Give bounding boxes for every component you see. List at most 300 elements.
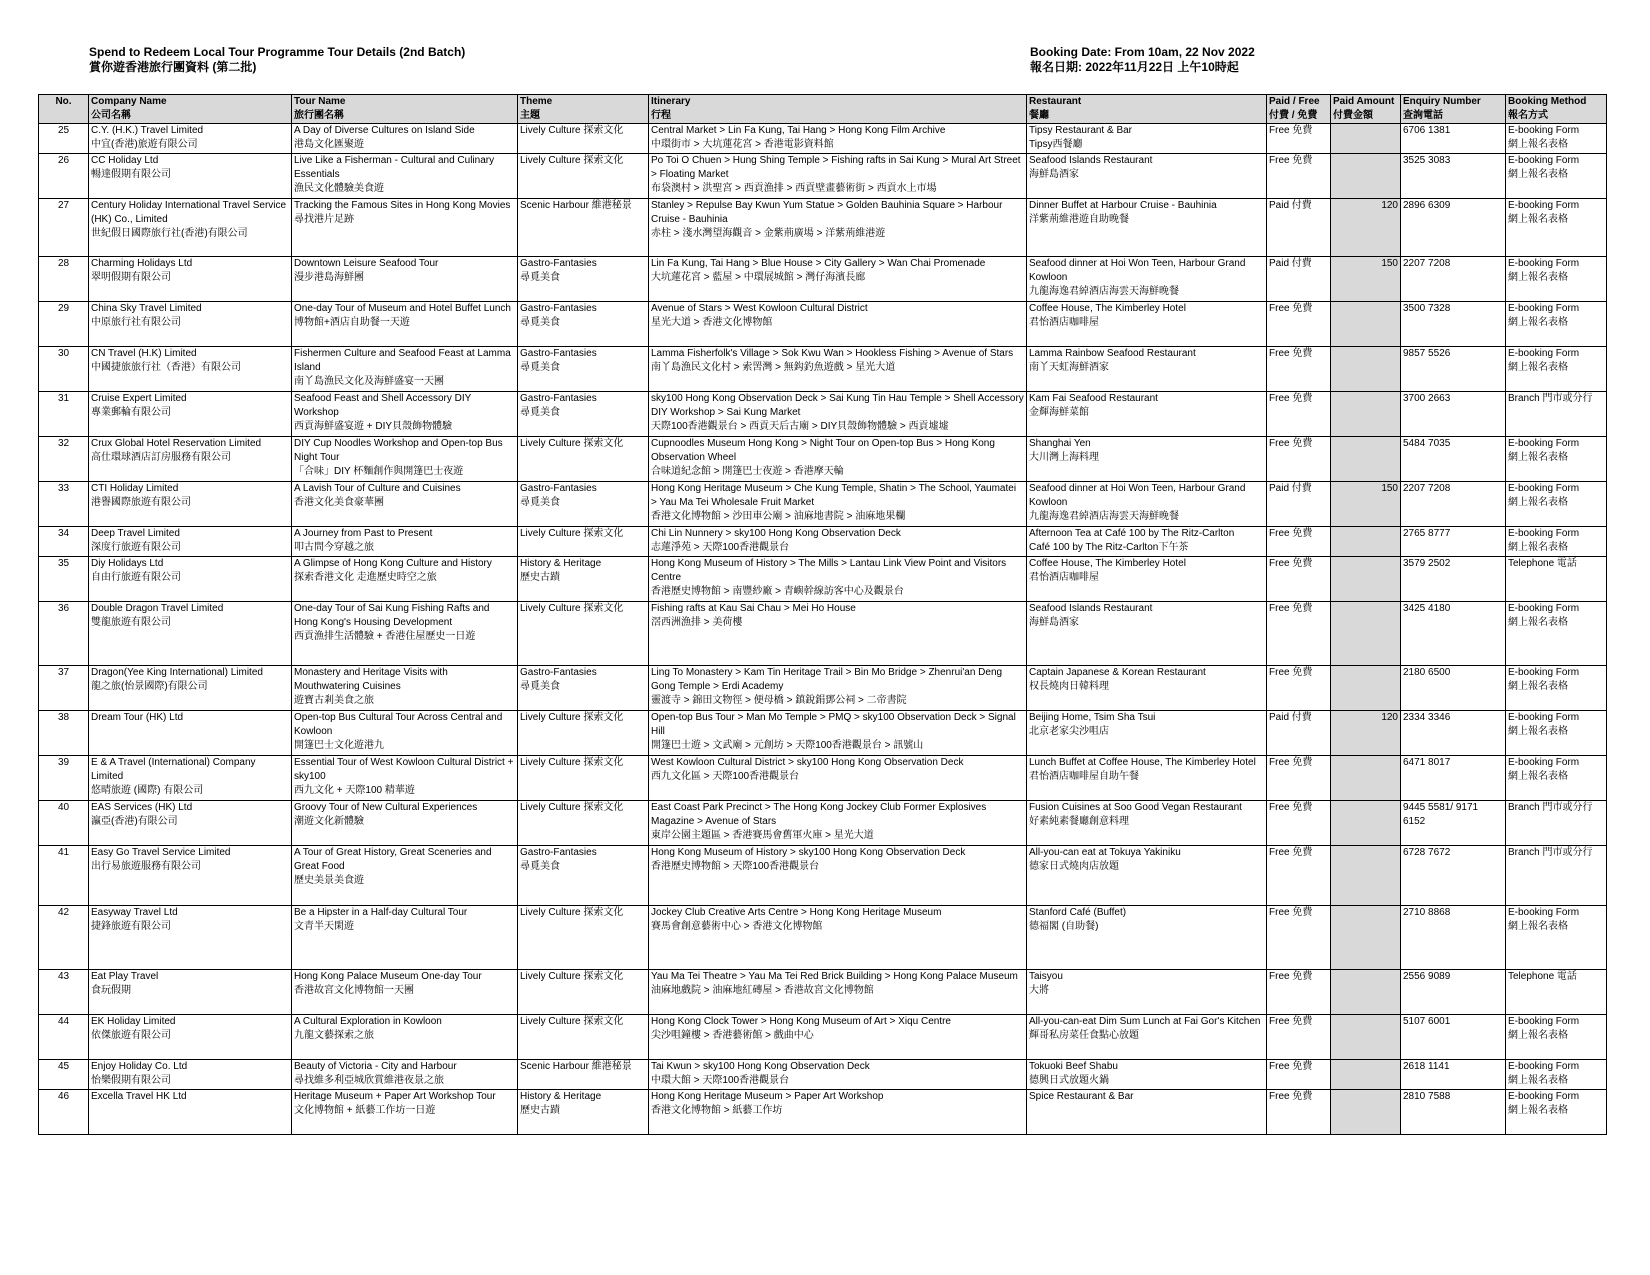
booking-method-line: Branch 門市或分行 [1508,393,1593,404]
itinerary-line: Avenue of Stars > West Kowloon Cultural District [651,303,868,314]
cell-tour [292,970,518,1015]
cell-paid-amount [1331,1015,1401,1060]
cell-paid-amount [1331,602,1401,666]
cell-tour [292,602,518,666]
booking-method-line: 網上報名表格 [1508,452,1568,463]
cell-booking-method [1506,801,1607,846]
tour-line: A Day of Diverse Cultures on Island Side [294,125,475,136]
cell-enquiry-number: 2765 8777 [1401,527,1506,557]
restaurant-line: 南丫天虹海鮮酒家 [1029,362,1109,373]
booking-method-line: E-booking Form [1508,258,1580,269]
tour-line: 探索香港文化 走進歷史時空之旅 [294,572,437,583]
company-line: 瀛亞(香港)有限公司 [91,816,178,827]
cell-paid-amount [1331,302,1401,347]
restaurant-line: Seafood dinner at Hoi Won Teen, Harbour Grand Kowloon [1029,258,1246,283]
cell-company [89,482,292,527]
cell-enquiry-number: 6706 1381 [1401,124,1506,154]
tour-line: A Lavish Tour of Culture and Cuisines [294,483,461,494]
company-line: 怡樂假期有限公司 [91,1075,171,1086]
col-header-paid-free: Paid / Free 付費 / 免費 [1267,95,1331,124]
theme-line: History & Heritage [520,558,602,569]
tour-line: DIY Cup Noodles Workshop and Open-top Bus Night Tour [294,438,503,463]
booking-method-line: 網上報名表格 [1508,921,1568,932]
cell-booking-method [1506,154,1607,199]
col-header-booking-method: Booking Method 報名方式 [1506,95,1607,124]
restaurant-line: Shanghai Yen [1029,438,1091,449]
cell-company [89,557,292,602]
itinerary-line: Yau Ma Tei Theatre > Yau Ma Tei Red Brick Building > Hong Kong Palace Museum [651,971,1018,982]
cell-paid-free: Free 免費 [1267,437,1331,482]
company-line: China Sky Travel Limited [91,303,202,314]
booking-method-line: E-booking Form [1508,438,1580,449]
table-row [39,257,1607,302]
booking-date-english: Booking Date: From 10am, 22 Nov 2022 [1030,45,1255,59]
itinerary-line: 東岸公園主題區 > 香港賽馬會舊軍火庫 > 星光大道 [651,830,874,841]
row-number: 46 [39,1090,89,1135]
tour-line: 西貢海鮮盛宴遊 + DIY貝殼飾物體驗 [294,421,453,432]
booking-method-line: 網上報名表格 [1508,617,1568,628]
theme-line: 尋覓美食 [520,681,560,692]
cell-restaurant [1027,906,1267,970]
company-line: 中國捷旅旅行社（香港）有限公司 [91,362,241,373]
row-number: 32 [39,437,89,482]
row-number: 25 [39,124,89,154]
cell-restaurant [1027,1015,1267,1060]
tour-line: 遊寶古剎美食之旅 [294,695,374,706]
cell-itinerary [649,437,1027,482]
theme-line: Lively Culture 探索文化 [520,528,624,539]
theme-line: 尋覓美食 [520,407,560,418]
cell-paid-free: Free 免費 [1267,1060,1331,1090]
cell-company [89,347,292,392]
restaurant-line: 大川灣上海料理 [1029,452,1099,463]
cell-theme [518,756,649,801]
booking-method-line: E-booking Form [1508,303,1580,314]
company-line: CTI Holiday Limited [91,483,179,494]
cell-company [89,437,292,482]
restaurant-line: Coffee House, The Kimberley Hotel [1029,303,1186,314]
cell-theme [518,557,649,602]
cell-tour [292,1015,518,1060]
cell-company [89,302,292,347]
cell-company [89,154,292,199]
itinerary-line: East Coast Park Precinct > The Hong Kong Jockey Club Former Explosives Magazine > Avenue of Stars [651,802,987,827]
table-header-row [39,95,1607,124]
theme-line: Gastro-Fantasies [520,483,597,494]
cell-paid-free: Free 免費 [1267,527,1331,557]
restaurant-line: 德家日式燒肉店放題 [1029,861,1119,872]
booking-method-line: 網上報名表格 [1508,272,1568,283]
itinerary-line: 布袋澳村 > 洪聖宮 > 西貢漁排 > 西貢壁畫藝術街 > 西貢水上市場 [651,183,937,194]
itinerary-line: 尖沙咀鐘樓 > 香港藝術館 > 戲曲中心 [651,1030,814,1041]
tour-details-table [38,94,1607,1135]
cell-company [89,846,292,906]
itinerary-line: 大坑蓮花宮 > 藍屋 > 中環展城館 > 灣仔海濱長廊 [651,272,866,283]
col-header-no: No. [39,95,89,124]
theme-line: Lively Culture 探索文化 [520,802,624,813]
cell-paid-amount [1331,1060,1401,1090]
cell-paid-free: Free 免費 [1267,906,1331,970]
cell-restaurant [1027,756,1267,801]
cell-booking-method [1506,1015,1607,1060]
company-line: Century Holiday International Travel Service (HK) Co., Limited [91,200,287,225]
booking-method-line: 網上報名表格 [1508,317,1568,328]
restaurant-line: All-you-can-eat Dim Sum Lunch at Fai Gor's Kitchen [1029,1016,1261,1027]
table-row [39,906,1607,970]
row-number: 41 [39,846,89,906]
tour-line: 尋找維多利亞城欣賞維港夜景之旅 [294,1075,444,1086]
restaurant-line: 九龍海逸君綽酒店海雲天海鮮晚餐 [1029,286,1179,297]
booking-method-line: E-booking Form [1508,483,1580,494]
cell-itinerary [649,1060,1027,1090]
itinerary-line: Chi Lin Nunnery > sky100 Hong Kong Observation Deck [651,528,901,539]
cell-paid-free: Paid 付費 [1267,711,1331,756]
itinerary-line: 賽馬會創意藝術中心 > 香港文化博物館 [651,921,823,932]
cell-company [89,1090,292,1135]
cell-company [89,527,292,557]
cell-tour [292,1090,518,1135]
company-line: 龍之旅(怡景國際)有限公司 [91,681,208,692]
tour-line: A Cultural Exploration in Kowloon [294,1016,442,1027]
tour-line: 西貢漁排生活體驗 + 香港住屋歷史一日遊 [294,631,476,642]
cell-booking-method [1506,1060,1607,1090]
tour-line: 南丫島漁民文化及海鮮盛宴一天團 [294,376,444,387]
table-row [39,557,1607,602]
table-row [39,801,1607,846]
itinerary-line: 赤柱 > 淺水灣望海觀音 > 金紫荊廣場 > 洋紫荊維港遊 [651,228,886,239]
col-header-enquiry-number: Enquiry Number 查詢電話 [1401,95,1506,124]
cell-paid-free: Free 免費 [1267,756,1331,801]
cell-enquiry-number: 9857 5526 [1401,347,1506,392]
row-number: 33 [39,482,89,527]
cell-paid-amount [1331,1090,1401,1135]
booking-method-line: 網上報名表格 [1508,362,1568,373]
booking-method-line: 網上報名表格 [1508,214,1568,225]
restaurant-line: Coffee House, The Kimberley Hotel [1029,558,1186,569]
booking-method-line: E-booking Form [1508,200,1580,211]
tour-line: Be a Hipster in a Half-day Cultural Tour [294,907,468,918]
cell-company [89,906,292,970]
restaurant-line: 好素純素餐廳創意料理 [1029,816,1129,827]
cell-theme [518,970,649,1015]
company-line: Charming Holidays Ltd [91,258,193,269]
theme-line: Lively Culture 探索文化 [520,971,624,982]
booking-method-line: 網上報名表格 [1508,169,1568,180]
restaurant-line: Captain Japanese & Korean Restaurant [1029,667,1206,678]
cell-theme [518,801,649,846]
cell-company [89,392,292,437]
restaurant-line: 九龍海逸君綽酒店海雲天海鮮晚餐 [1029,511,1179,522]
cell-tour [292,1060,518,1090]
booking-method-line: E-booking Form [1508,1016,1580,1027]
restaurant-line: Lunch Buffet at Coffee House, The Kimberley Hotel [1029,757,1256,768]
booking-method-line: 網上報名表格 [1508,497,1568,508]
itinerary-line: West Kowloon Cultural District > sky100 Hong Kong Observation Deck [651,757,964,768]
theme-line: 尋覓美食 [520,317,560,328]
booking-date [1030,45,1255,75]
booking-method-line: E-booking Form [1508,907,1580,918]
cell-tour [292,756,518,801]
table-row [39,154,1607,199]
tour-line: 尋找港片足跡 [294,214,354,225]
cell-enquiry-number: 2180 6500 [1401,666,1506,711]
cell-booking-method [1506,124,1607,154]
col-header-theme: Theme 主題 [518,95,649,124]
cell-paid-free: Free 免費 [1267,970,1331,1015]
cell-paid-amount [1331,437,1401,482]
cell-paid-free: Paid 付費 [1267,199,1331,257]
cell-paid-amount: 120 [1331,711,1401,756]
cell-booking-method [1506,970,1607,1015]
cell-theme [518,906,649,970]
table-row [39,1090,1607,1135]
company-line: EAS Services (HK) Ltd [91,802,193,813]
cell-paid-free: Free 免費 [1267,1090,1331,1135]
itinerary-line: Hong Kong Clock Tower > Hong Kong Museum of Art > Xiqu Centre [651,1016,951,1027]
cell-tour [292,392,518,437]
company-line: Easy Go Travel Service Limited [91,847,231,858]
itinerary-line: 中環街市 > 大坑蓮花宮 > 香港電影資料館 [651,139,834,150]
cell-paid-amount [1331,906,1401,970]
theme-line: Lively Culture 探索文化 [520,438,624,449]
cell-theme [518,482,649,527]
cell-enquiry-number: 3425 4180 [1401,602,1506,666]
itinerary-line: 中環大館 > 天際100香港觀景台 [651,1075,790,1086]
company-line: C.Y. (H.K.) Travel Limited [91,125,204,136]
booking-method-line: E-booking Form [1508,1061,1580,1072]
tour-line: A Journey from Past to Present [294,528,433,539]
row-number: 40 [39,801,89,846]
company-line: Diy Holidays Ltd [91,558,164,569]
cell-itinerary [649,756,1027,801]
booking-method-line: E-booking Form [1508,712,1580,723]
company-line: Crux Global Hotel Reservation Limited [91,438,262,449]
tour-line: A Glimpse of Hong Kong Culture and History [294,558,492,569]
company-line: E & A Travel (International) Company Limited [91,757,256,782]
company-line: EK Holiday Limited [91,1016,176,1027]
cell-paid-free: Free 免費 [1267,154,1331,199]
cell-theme [518,1015,649,1060]
cell-company [89,602,292,666]
theme-line: Gastro-Fantasies [520,303,597,314]
cell-restaurant [1027,482,1267,527]
cell-booking-method [1506,846,1607,906]
cell-theme [518,1060,649,1090]
cell-enquiry-number: 2207 7208 [1401,257,1506,302]
company-line: 出行易旅遊服務有限公司 [91,861,201,872]
restaurant-line: Stanford Café (Buffet) [1029,907,1127,918]
table-row [39,846,1607,906]
cell-paid-amount [1331,756,1401,801]
itinerary-line: 香港文化博物館 > 沙田車公廟 > 油麻地書院 > 油麻地果欄 [651,511,906,522]
cell-paid-free: Free 免費 [1267,846,1331,906]
cell-booking-method [1506,711,1607,756]
restaurant-line: 大將 [1029,985,1049,996]
cell-tour [292,482,518,527]
row-number: 42 [39,906,89,970]
cell-itinerary [649,527,1027,557]
booking-method-line: Branch 門市或分行 [1508,802,1593,813]
booking-method-line: 網上報名表格 [1508,1075,1568,1086]
restaurant-line: Fusion Cuisines at Soo Good Vegan Restaurant [1029,802,1242,813]
restaurant-line: Taisyou [1029,971,1063,982]
cell-restaurant [1027,527,1267,557]
restaurant-line: Seafood Islands Restaurant [1029,603,1153,614]
cell-company [89,1015,292,1060]
tour-line: 開篷巴士文化遊港九 [294,740,384,751]
cell-enquiry-number: 3500 7328 [1401,302,1506,347]
row-number: 26 [39,154,89,199]
cell-tour [292,557,518,602]
cell-enquiry-number: 5484 7035 [1401,437,1506,482]
cell-booking-method [1506,302,1607,347]
restaurant-line: Spice Restaurant & Bar [1029,1091,1134,1102]
cell-enquiry-number: 3700 2663 [1401,392,1506,437]
tour-line: Essential Tour of West Kowloon Cultural District + sky100 [294,757,514,782]
cell-enquiry-number: 2618 1141 [1401,1060,1506,1090]
tour-line: Open-top Bus Cultural Tour Across Central and Kowloon [294,712,503,737]
cell-paid-free: Free 免費 [1267,392,1331,437]
itinerary-line: Hong Kong Museum of History > sky100 Hong Kong Observation Deck [651,847,966,858]
table-row [39,437,1607,482]
itinerary-line: sky100 Hong Kong Observation Deck > Sai Kung Tin Hau Temple > Shell Accessory DIY Workshop > Sai Kung Market [651,393,1024,418]
cell-restaurant [1027,124,1267,154]
itinerary-line: 香港文化博物館 > 紙藝工作坊 [651,1105,783,1116]
cell-theme [518,711,649,756]
tour-line: One-day Tour of Sai Kung Fishing Rafts and Hong Kong's Housing Development [294,603,490,628]
col-header-company: Company Name 公司名稱 [89,95,292,124]
restaurant-line: 德興日式放題火鍋 [1029,1075,1109,1086]
cell-booking-method [1506,602,1607,666]
table-row [39,970,1607,1015]
restaurant-line: Afternoon Tea at Café 100 by The Ritz-Carlton [1029,528,1235,539]
cell-paid-amount [1331,846,1401,906]
cell-tour [292,711,518,756]
restaurant-line: Seafood Islands Restaurant [1029,155,1153,166]
cell-booking-method [1506,557,1607,602]
cell-itinerary [649,602,1027,666]
cell-booking-method [1506,906,1607,970]
cell-paid-amount [1331,124,1401,154]
booking-method-line: Telephone 電話 [1508,558,1577,569]
itinerary-line: Hong Kong Heritage Museum > Che Kung Temple, Shatin > The School, Yaumatei > Yau Ma Tei Wholesale Fruit Market [651,483,1017,508]
itinerary-line: 油麻地戲院 > 油麻地紅磚屋 > 香港故宮文化博物館 [651,985,874,996]
booking-method-line: Telephone 電話 [1508,971,1577,982]
cell-tour [292,199,518,257]
row-number: 28 [39,257,89,302]
cell-booking-method [1506,392,1607,437]
tour-line: Beauty of Victoria - City and Harbour [294,1061,457,1072]
restaurant-line: 洋紫荊維港遊自助晚餐 [1029,214,1129,225]
cell-paid-amount [1331,527,1401,557]
cell-theme [518,124,649,154]
theme-line: Gastro-Fantasies [520,348,597,359]
cell-paid-free: Paid 付費 [1267,482,1331,527]
restaurant-line: Tokuoki Beef Shabu [1029,1061,1118,1072]
cell-theme [518,347,649,392]
title-english: Spend to Redeem Local Tour Programme Tour Details (2nd Batch) [89,45,466,59]
restaurant-line: Dinner Buffet at Harbour Cruise - Bauhinia [1029,200,1217,211]
theme-line: Gastro-Fantasies [520,847,597,858]
cell-paid-free: Free 免費 [1267,347,1331,392]
cell-tour [292,801,518,846]
row-number: 43 [39,970,89,1015]
restaurant-line: Beijing Home, Tsim Sha Tsui [1029,712,1156,723]
row-number: 27 [39,199,89,257]
row-number: 31 [39,392,89,437]
cell-paid-free: Paid 付費 [1267,257,1331,302]
cell-theme [518,1090,649,1135]
booking-method-line: E-booking Form [1508,348,1580,359]
theme-line: Gastro-Fantasies [520,667,597,678]
company-line: 雙龍旅遊有限公司 [91,617,171,628]
row-number: 35 [39,557,89,602]
cell-tour [292,124,518,154]
itinerary-line: 南丫島漁民文化村 > 索罟灣 > 無鈎釣魚遊戲 > 星光大道 [651,362,896,373]
cell-company [89,666,292,711]
tour-line: One-day Tour of Museum and Hotel Buffet Lunch [294,303,511,314]
tour-line: 漫步港島海鮮團 [294,272,364,283]
cell-restaurant [1027,1090,1267,1135]
theme-line: Scenic Harbour 維港秘景 [520,1061,632,1072]
cell-booking-method [1506,257,1607,302]
company-line: 暢達假期有限公司 [91,169,171,180]
tour-line: Hong Kong Palace Museum One-day Tour [294,971,482,982]
booking-method-line: 網上報名表格 [1508,726,1568,737]
cell-itinerary [649,801,1027,846]
itinerary-line: Lin Fa Kung, Tai Hang > Blue House > City Gallery > Wan Chai Promenade [651,258,986,269]
cell-booking-method [1506,437,1607,482]
cell-paid-amount: 150 [1331,257,1401,302]
company-line: 依傑旅遊有限公司 [91,1030,171,1041]
booking-method-line: E-booking Form [1508,1091,1580,1102]
cell-enquiry-number: 3579 2502 [1401,557,1506,602]
cell-tour [292,437,518,482]
cell-tour [292,257,518,302]
company-line: 食玩假期 [91,985,131,996]
itinerary-line: Jockey Club Creative Arts Centre > Hong Kong Heritage Museum [651,907,942,918]
table-row [39,1015,1607,1060]
cell-paid-free: Free 免費 [1267,801,1331,846]
itinerary-line: Ling To Monastery > Kam Tin Heritage Trail > Bin Mo Bridge > Zhenrui'an Deng Gong Temple > Erdi Academy [651,667,1003,692]
cell-itinerary [649,906,1027,970]
title-chinese: 賞你遊香港旅行團資料 (第二批) [89,60,257,74]
restaurant-line: 金輝海鮮菜館 [1029,407,1089,418]
cell-paid-amount: 150 [1331,482,1401,527]
itinerary-line: 靈渡寺 > 錦田文物徑 > 便母橋 > 鎮銳鋗鄧公祠 > 二帝書院 [651,695,907,706]
theme-line: Lively Culture 探索文化 [520,712,624,723]
cell-paid-free: Free 免費 [1267,666,1331,711]
cell-restaurant [1027,666,1267,711]
cell-restaurant [1027,392,1267,437]
cell-paid-free: Free 免費 [1267,602,1331,666]
cell-company [89,970,292,1015]
company-line: 高仕環球酒店訂房服務有限公司 [91,452,231,463]
booking-method-line: 網上報名表格 [1508,1105,1568,1116]
table-body [39,124,1607,1135]
itinerary-line: Cupnoodles Museum Hong Kong > Night Tour on Open-top Bus > Hong Kong Observation Wheel [651,438,995,463]
tour-line: 香港故宮文化博物館一天團 [294,985,414,996]
table-row [39,302,1607,347]
itinerary-line: 星光大道 > 香港文化博物館 [651,317,773,328]
cell-theme [518,257,649,302]
cell-restaurant [1027,557,1267,602]
cell-enquiry-number: 5107 6001 [1401,1015,1506,1060]
theme-line: 歷史古蹟 [520,572,560,583]
cell-restaurant [1027,602,1267,666]
cell-tour [292,527,518,557]
cell-paid-free: Free 免費 [1267,1015,1331,1060]
